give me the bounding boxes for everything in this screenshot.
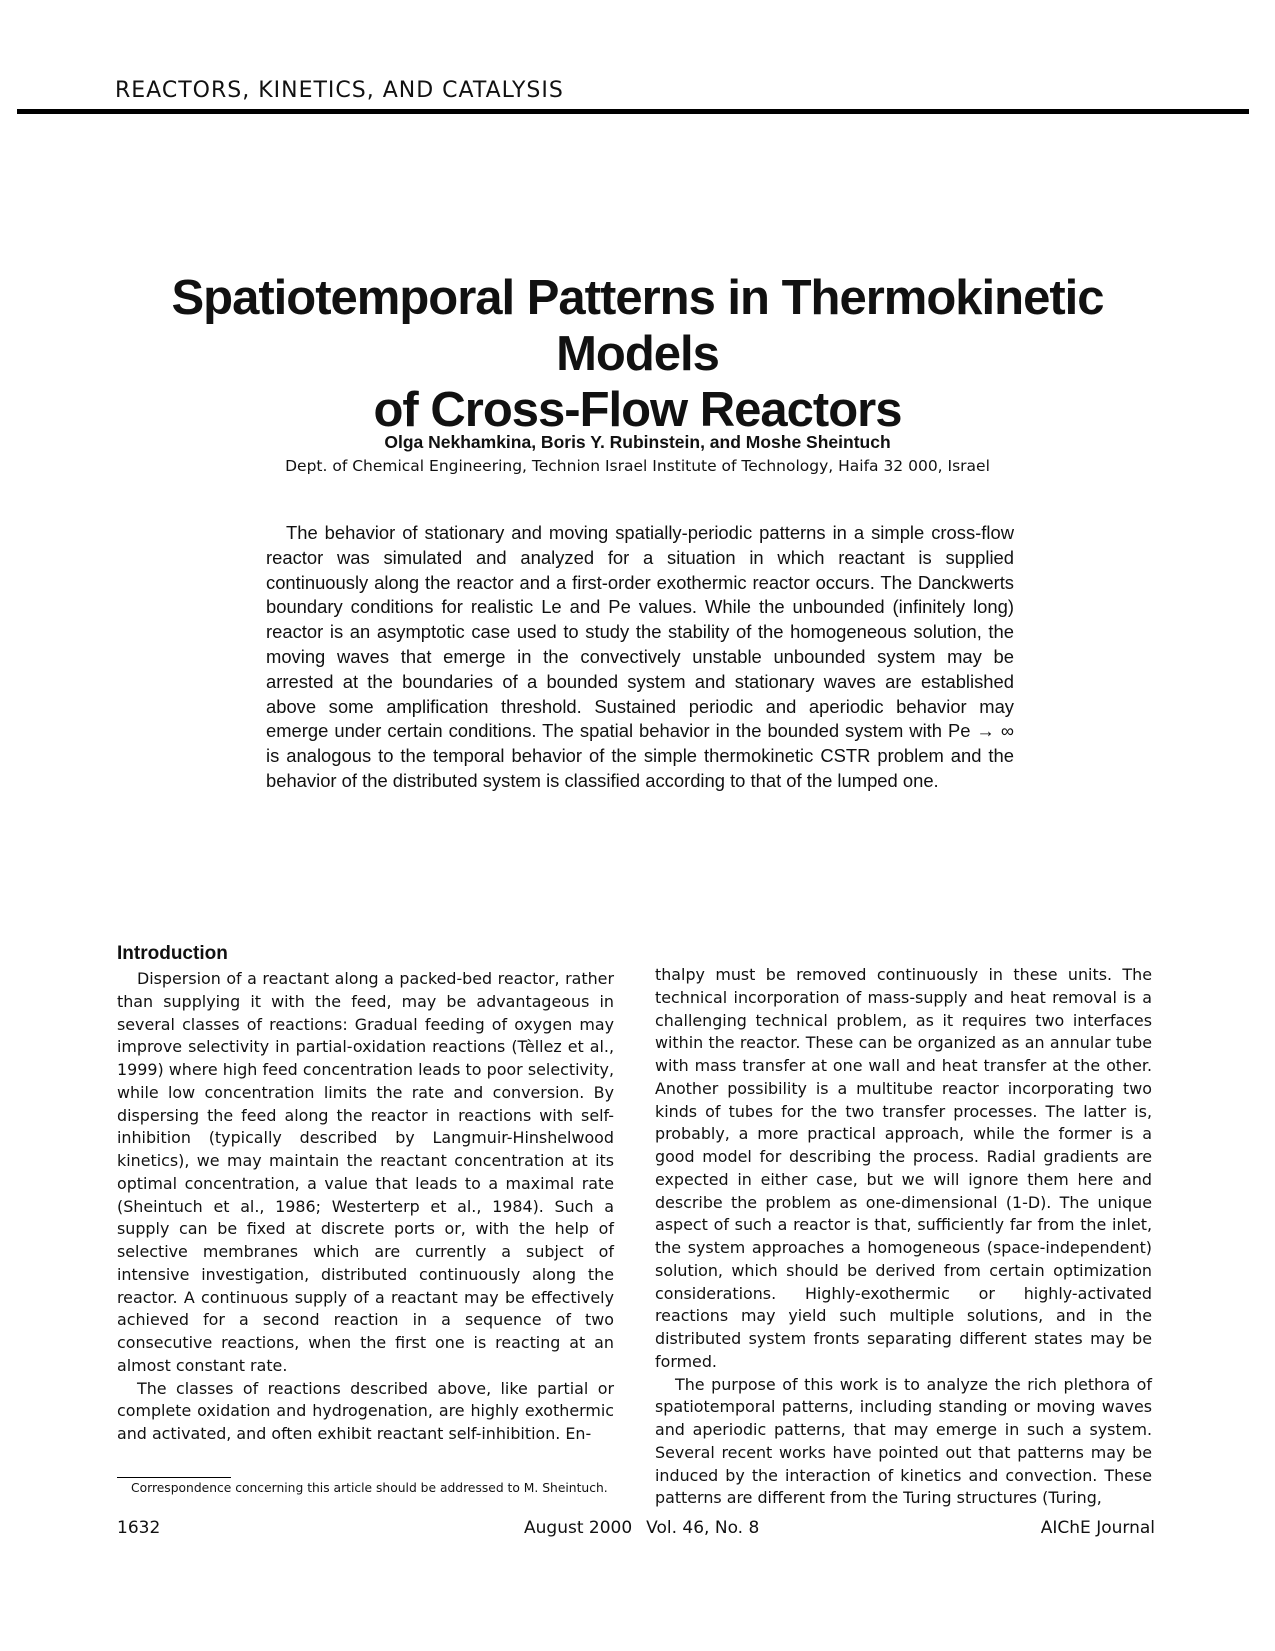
abstract: The behavior of stationary and moving spatially-periodic patterns in a simple cross-flow reactor was simulated and analyzed for a situation in which reactant is supplied continuously along the reactor and a first-order exothermic reactor occurs. The Danckwerts boundary conditions for realistic Le and Pe values. While the unbounded (infinitely long) reactor is an asymptotic case used to study the stability of the homogeneous solution, the moving waves that emerge in the convectively unstable unbounded system may be arrested at the boundaries of a bounded system and stationary waves are established above some amplification threshold. Sustained periodic and aperiodic behavior may emerge under certain conditions. The spatial behavior in the bounded system with Pe → ∞ is analogous to the temporal behavior of the simple thermokinetic CSTR problem and the behavior of the distributed system is classified according to that of the lumped one.	[266, 522, 1014, 791]
footnote-rule	[117, 1477, 231, 1478]
right-column	[655, 964, 1152, 1510]
section-title: Introduction	[117, 943, 228, 964]
title-line-2: of Cross-Flow Reactors	[373, 383, 902, 437]
paragraph: Dispersion of a reactant along a packed-bed reactor, rather than supplying it with the feed, may be advantageous in several classes of reactions: Gradual feeding of oxygen may improve selectivity in partial-oxidation reactions (Tèllez et al., 1999) where high feed concentration leads to poor selectivity, while low concentration limits the rate and conversion. By dispersing the feed along the reactor in reactions with self-inhibition (typically described by Langmuir-Hinshelwood kinetics), we may maintain the reactant concentration at its optimal concentration, a value that leads to a maximal rate (Sheintuch et al., 1986; Westerterp et al., 1984). Such a supply can be fixed at discrete ports or, with the help of selective membranes which are currently a subject of intensive investigation, distributed continuously along the reactor. A continuous supply of a reactant may be effectively achieved for a second reaction in a sequence of two consecutive reactions, when the first one is reacting at an almost constant rate.	[117, 969, 614, 1375]
title-line-1: Spatiotemporal Patterns in Thermokinetic Models	[171, 271, 1104, 381]
header-rule	[17, 109, 1249, 114]
issue-date: August 2000	[524, 1518, 633, 1538]
paragraph: The classes of reactions described above, like partial or complete oxidation and hydrogenation, are highly exothermic and activated, and often exhibit reactant self-inhibition. En-	[117, 1378, 614, 1443]
left-column	[117, 942, 614, 1446]
journal-name: AIChE Journal	[1040, 1518, 1155, 1538]
paragraph: The purpose of this work is to analyze the rich plethora of spatiotemporal patterns, including standing or moving waves and aperiodic patterns, that may emerge in such a system. Several recent works have pointed out that patterns may be induced by the interaction of kinetics and convection. These patterns are different from the Turing structures (Turing,	[655, 1374, 1152, 1508]
authors: Olga Nekhamkina, Boris Y. Rubinstein, and Moshe Sheintuch	[384, 432, 891, 452]
affiliation: Dept. of Chemical Engineering, Technion Israel Institute of Technology, Haifa 32 000, Israel	[285, 457, 990, 475]
issue-volume: Vol. 46, No. 8	[646, 1518, 760, 1538]
section-header: REACTORS, KINETICS, AND CATALYSIS	[115, 78, 564, 103]
paragraph: thalpy must be removed continuously in these units. The technical incorporation of mass-supply and heat removal is a challenging technical problem, as it requires two interfaces within the reactor. These can be organized as an annular tube with mass transfer at one wall and heat transfer at the other. Another possibility is a multitube reactor incorporating two kinds of tubes for the two transfer processes. The latter is, probably, a more practical approach, while the former is a good model for describing the process. Radial gradients are expected in either case, but we will ignore them here and describe the problem as one-dimensional (1-D). The unique aspect of such a reactor is that, sufficiently far from the inlet, the system approaches a homogeneous (space-independent) solution, which should be derived from certain optimization considerations. Highly-exothermic or highly-activated reactions may yield such multiple solutions, and in the distributed system fronts separating different states may be formed.	[655, 965, 1152, 1371]
issue-info	[524, 1518, 759, 1538]
article-title	[100, 270, 1175, 438]
footnote: Correspondence concerning this article should be addressed to M. Sheintuch.	[131, 1481, 608, 1495]
page-number: 1632	[117, 1518, 161, 1538]
